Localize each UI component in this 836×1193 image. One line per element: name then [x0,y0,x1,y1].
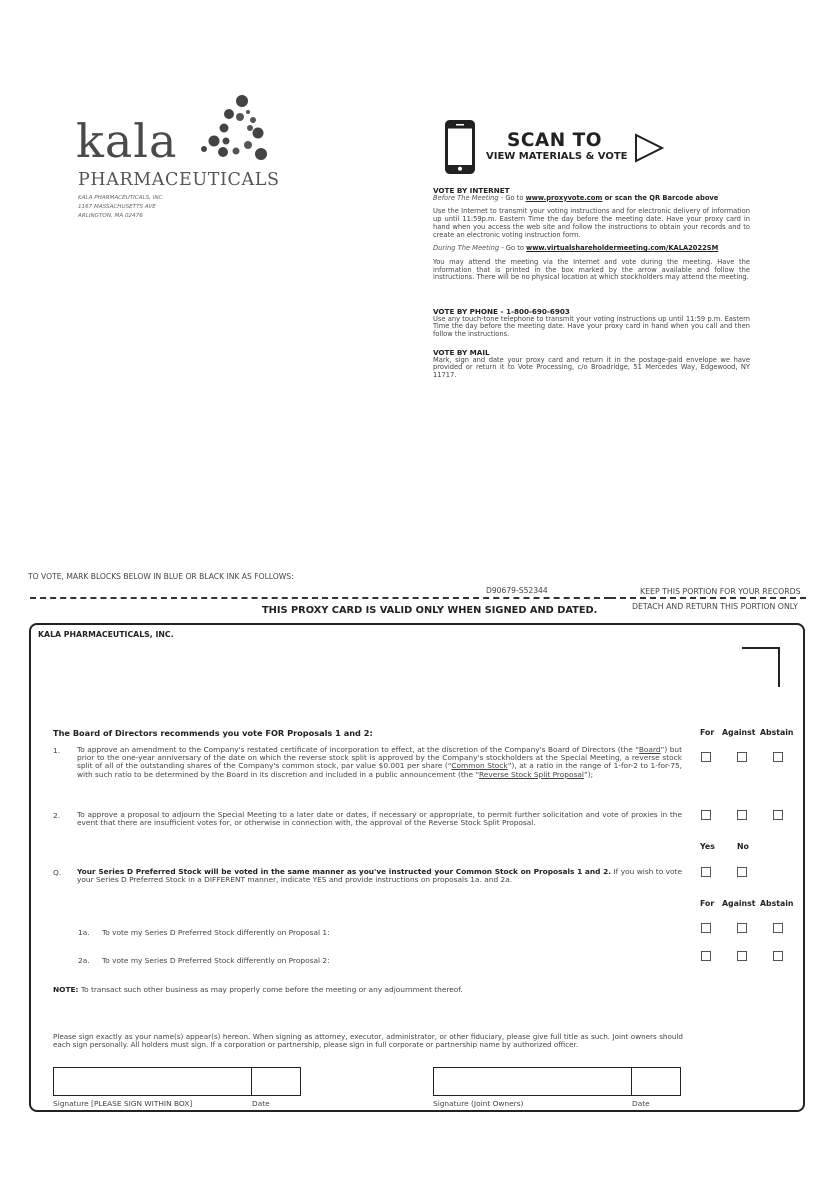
signature-date-box[interactable] [251,1067,301,1096]
defined-term: Common Stock [451,761,508,771]
sub-proposal-2a-text: To vote my Series D Preferred Stock differently on Proposal 2: [102,956,330,965]
proposal-1a-for-checkbox[interactable] [701,923,711,933]
go-to-text: - Go to [498,193,526,202]
go-to-text: - Go to [499,244,527,253]
vote-internet-heading: VOTE BY INTERNET [433,186,510,195]
smartphone-icon [445,120,475,174]
vote-by-mail-section [433,349,750,380]
board-recommendation: The Board of Directors recommends you vote FOR Proposals 1 and 2: [53,728,373,738]
scan-title: SCAN TO [507,130,602,151]
play-arrow-icon [634,133,664,163]
detach-line [610,597,806,599]
valid-notice: THIS PROXY CARD IS VALID ONLY WHEN SIGNED AND DATED. [262,605,598,616]
proposal-1-text: To approve an amendment to the Company's restated certificate of incorporation to effect, at the discretion of the Company's Board of Directors (the “Board”) but prior to the one-year anniversary of the date on which the reverse stock split is approved by the Company's stockholders at the Special Meeting, a reverse stock split of all of the outstanding shares of the Company's common stock, par value $0.001 per share (“Common Stock”), at a ratio in the range of 1-for-2 to 1-for-75, with such ratio to be determined by the Board in its discretion and included in a public announcement (the “Reverse Stock Split Proposal”); [77,745,682,779]
company-address [78,194,164,221]
column-abstain: Abstain [760,899,794,908]
sub-proposal-number: 2a. [78,956,90,965]
sub-proposal-1a-text: To vote my Series D Preferred Stock differently on Proposal 1: [102,928,330,937]
company-logo-subtitle: PHARMACEUTICALS [78,170,280,190]
qr-instruction: or scan the QR Barcode above [602,193,719,202]
note-other-business: NOTE: To transact such other business as may properly come before the meeting or any adjournment thereof. [53,985,463,994]
before-meeting-label: Before The Meeting [433,193,499,202]
column-against: Against [722,728,756,737]
proposal-2-against-checkbox[interactable] [737,810,747,820]
proposal-1a-abstain-checkbox[interactable] [773,923,783,933]
signature-label: Signature [PLEASE SIGN WITHIN BOX] [53,1099,193,1108]
proxyvote-link[interactable]: www.proxyvote.com [525,193,603,202]
address-line: KALA PHARMACEUTICALS, INC. [78,195,165,201]
vote-by-phone-section [433,308,750,339]
proposal-2a-against-checkbox[interactable] [737,951,747,961]
series-d-yes-checkbox[interactable] [701,867,711,877]
proposal-number: 2. [53,811,61,820]
proposal-1a-against-checkbox[interactable] [737,923,747,933]
detach-line [30,597,610,599]
proposal-2-text: To approve a proposal to adjourn the Special Meeting to a later date or dates, if necessary or appropriate, to permit further solicitation and vote of proxies in the event that there are insufficient votes for, or otherwise in connection with, the approval of the Reverse Stock Split Proposal. [77,810,682,828]
proposal-1-abstain-checkbox[interactable] [773,752,783,762]
date-label: Date [632,1099,650,1108]
column-for: For [700,899,715,908]
series-d-no-checkbox[interactable] [737,867,747,877]
mail-instructions: Mark, sign and date your proxy card and return it in the postage-paid envelope we have provided or return it to Vote Processing, c/o Broadridge, 51 Mercedes Way, Edgewood, NY 11717. [433,355,750,380]
proposal-1-against-checkbox[interactable] [737,752,747,762]
phone-instructions: Use any touch-tone telephone to transmit your voting instructions up until 11:59 p.m. Eastern Time the day before the meeting date. Have your proxy card in hand when you call and then follow the instructions. [433,314,750,339]
proposal-number: 1. [53,746,61,755]
proposal-2a-for-checkbox[interactable] [701,951,711,961]
defined-term: Reverse Stock Split Proposal [478,769,584,779]
column-against: Against [722,899,756,908]
joint-signature-label: Signature (Joint Owners) [433,1099,524,1108]
card-company-name: KALA PHARMACEUTICALS, INC. [38,630,174,639]
address-line: ARLINGTON, MA 02476 [78,213,143,219]
vote-phone-heading: VOTE BY PHONE - 1-800-690-6903 [433,307,570,316]
column-no: No [737,842,749,851]
proposal-2-for-checkbox[interactable] [701,810,711,820]
keep-portion-label: KEEP THIS PORTION FOR YOUR RECORDS [640,587,801,596]
defined-term: Board [638,745,661,754]
column-abstain: Abstain [760,728,794,737]
signature-box[interactable] [53,1067,252,1096]
control-number: D90679-S52344 [486,586,548,595]
proposal-number: Q. [53,868,62,877]
internet-instructions: Use the Internet to transmit your voting instructions and for electronic delivery of information up until 11:59p.m. Eastern Time the day before the meeting date. Have your proxy card in hand when you access the web site and follow the instructions to obtain your records and to create an electronic voting instruction form. [433,207,750,239]
vote-by-internet-section [433,187,750,282]
signing-instructions: Please sign exactly as your name(s) appear(s) hereon. When signing as attorney, executor, administrator, or other fiduciary, please give full title as such. Joint owners should each sign personally. All holders must sign. If a corporation or partnership, please sign in full corporate or partnership name by authorized officer. [53,1032,683,1050]
scan-subtitle: VIEW MATERIALS & VOTE [486,151,628,162]
address-line: 1167 MASSACHUSETTS AVE [78,204,156,210]
column-for: For [700,728,715,737]
company-logo-wordmark: kala [76,114,178,168]
proposal-2a-abstain-checkbox[interactable] [773,951,783,961]
virtual-meeting-link[interactable]: www.virtualshareholdermeeting.com/KALA2022SM [526,244,719,253]
vote-mail-heading: VOTE BY MAIL [433,348,490,357]
detach-return-label: DETACH AND RETURN THIS PORTION ONLY [632,602,798,611]
series-d-question-text: Your Series D Preferred Stock will be voted in the same manner as you've instructed your Common Stock on Proposals 1 and 2. If you wish to vote your Series D Preferred Stock in a DIFFERENT manner, indicate YES and provide instructions on proposals 1a. and 2a. [77,867,683,885]
joint-signature-date-box[interactable] [631,1067,681,1096]
joint-signature-box[interactable] [433,1067,632,1096]
proposal-2-abstain-checkbox[interactable] [773,810,783,820]
sub-proposal-number: 1a. [78,928,90,937]
registration-corner-mark [742,647,780,687]
marking-instruction: TO VOTE, MARK BLOCKS BELOW IN BLUE OR BLACK INK AS FOLLOWS: [28,572,294,581]
during-meeting-instructions: You may attend the meeting via the Internet and vote during the meeting. Have the information that is printed in the box marked by the arrow available and follow the instructions. There will be no physical location at which stockholders may attend the meeting. [433,257,750,282]
logo-dots-icon [196,92,276,172]
date-label: Date [252,1099,270,1108]
proposal-1-for-checkbox[interactable] [701,752,711,762]
column-yes: Yes [700,842,715,851]
during-meeting-label: During The Meeting [433,244,500,253]
